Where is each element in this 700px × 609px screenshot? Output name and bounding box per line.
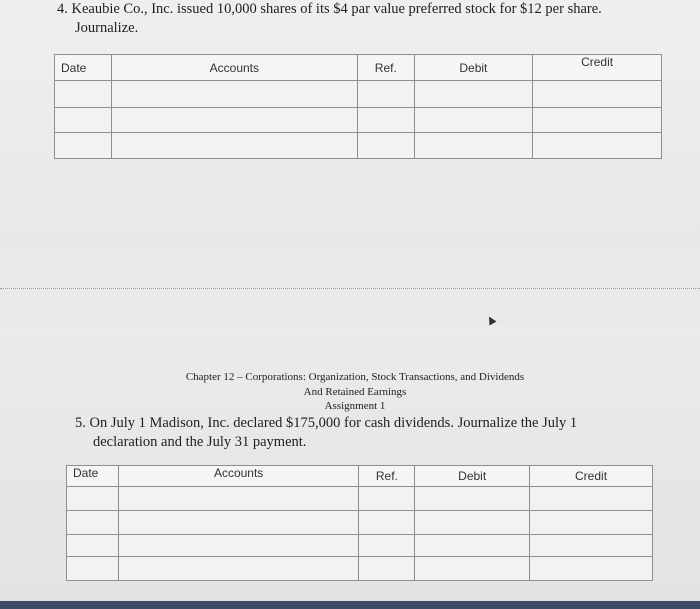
question-4-line1: 4. Keaubie Co., Inc. issued 10,000 shares of its $4 par value preferred stock for $12 per share. bbox=[57, 1, 602, 17]
table-row[interactable] bbox=[55, 81, 662, 108]
cell-date[interactable] bbox=[67, 487, 119, 511]
header-credit: Credit bbox=[530, 466, 653, 487]
table-row[interactable] bbox=[67, 487, 653, 511]
cell-accounts[interactable] bbox=[118, 511, 359, 535]
cell-credit[interactable] bbox=[530, 535, 653, 557]
cell-credit[interactable] bbox=[533, 81, 662, 108]
table-header-row bbox=[55, 55, 662, 81]
screen-edge bbox=[0, 601, 700, 609]
cell-ref[interactable] bbox=[357, 81, 414, 108]
journal-table-4 bbox=[54, 54, 662, 159]
table-header-row bbox=[67, 466, 653, 487]
cell-debit[interactable] bbox=[415, 557, 530, 581]
cell-credit[interactable] bbox=[530, 487, 653, 511]
cell-accounts[interactable] bbox=[111, 133, 357, 159]
question-5-line2: declaration and the July 31 payment. bbox=[93, 434, 307, 450]
header-date: Date bbox=[55, 55, 112, 81]
header-debit: Debit bbox=[415, 466, 530, 487]
chapter-header-line1: Chapter 12 – Corporations: Organization, Stock Transactions, and Dividends bbox=[185, 371, 525, 383]
cell-accounts[interactable] bbox=[118, 557, 359, 581]
cell-accounts[interactable] bbox=[111, 108, 357, 133]
cell-debit[interactable] bbox=[415, 487, 530, 511]
table-row[interactable] bbox=[67, 511, 653, 535]
chapter-header-line2: And Retained Earnings bbox=[303, 386, 407, 398]
question-4-line2: Journalize. bbox=[75, 20, 139, 36]
header-date: Date bbox=[67, 466, 119, 487]
cell-date[interactable] bbox=[67, 511, 119, 535]
cell-credit[interactable] bbox=[533, 108, 662, 133]
cell-debit[interactable] bbox=[414, 81, 533, 108]
table-row[interactable] bbox=[55, 108, 662, 133]
cell-credit[interactable] bbox=[530, 557, 653, 581]
header-ref: Ref. bbox=[359, 466, 415, 487]
assignment-label: Assignment 1 bbox=[324, 400, 386, 412]
header-ref: Ref. bbox=[357, 55, 414, 81]
table-row[interactable] bbox=[55, 133, 662, 159]
question-4 bbox=[57, 0, 677, 38]
header-debit: Debit bbox=[414, 55, 533, 81]
perforation-line bbox=[0, 288, 700, 289]
header-accounts: Accounts bbox=[118, 466, 359, 487]
cell-debit[interactable] bbox=[415, 511, 530, 535]
cell-debit[interactable] bbox=[414, 108, 533, 133]
cell-ref[interactable] bbox=[359, 535, 415, 557]
question-5-line1: 5. On July 1 Madison, Inc. declared $175,000 for cash dividends. Journalize the July 1 bbox=[75, 415, 578, 431]
cell-ref[interactable] bbox=[359, 557, 415, 581]
cell-ref[interactable] bbox=[359, 487, 415, 511]
cell-ref[interactable] bbox=[357, 133, 414, 159]
cell-accounts[interactable] bbox=[111, 81, 357, 108]
header-accounts: Accounts bbox=[111, 55, 357, 81]
cell-ref[interactable] bbox=[357, 108, 414, 133]
cell-accounts[interactable] bbox=[118, 535, 359, 557]
table-row[interactable] bbox=[67, 535, 653, 557]
cell-date[interactable] bbox=[67, 557, 119, 581]
table-row[interactable] bbox=[67, 557, 653, 581]
cell-date[interactable] bbox=[55, 133, 112, 159]
cell-debit[interactable] bbox=[415, 535, 530, 557]
header-credit: Credit bbox=[533, 55, 662, 81]
cell-date[interactable] bbox=[55, 81, 112, 108]
cell-ref[interactable] bbox=[359, 511, 415, 535]
cell-accounts[interactable] bbox=[118, 487, 359, 511]
cell-date[interactable] bbox=[55, 108, 112, 133]
cell-credit[interactable] bbox=[533, 133, 662, 159]
question-5 bbox=[75, 414, 645, 452]
cell-debit[interactable] bbox=[414, 133, 533, 159]
journal-table-5 bbox=[66, 465, 653, 581]
cell-date[interactable] bbox=[67, 535, 119, 557]
cell-credit[interactable] bbox=[530, 511, 653, 535]
